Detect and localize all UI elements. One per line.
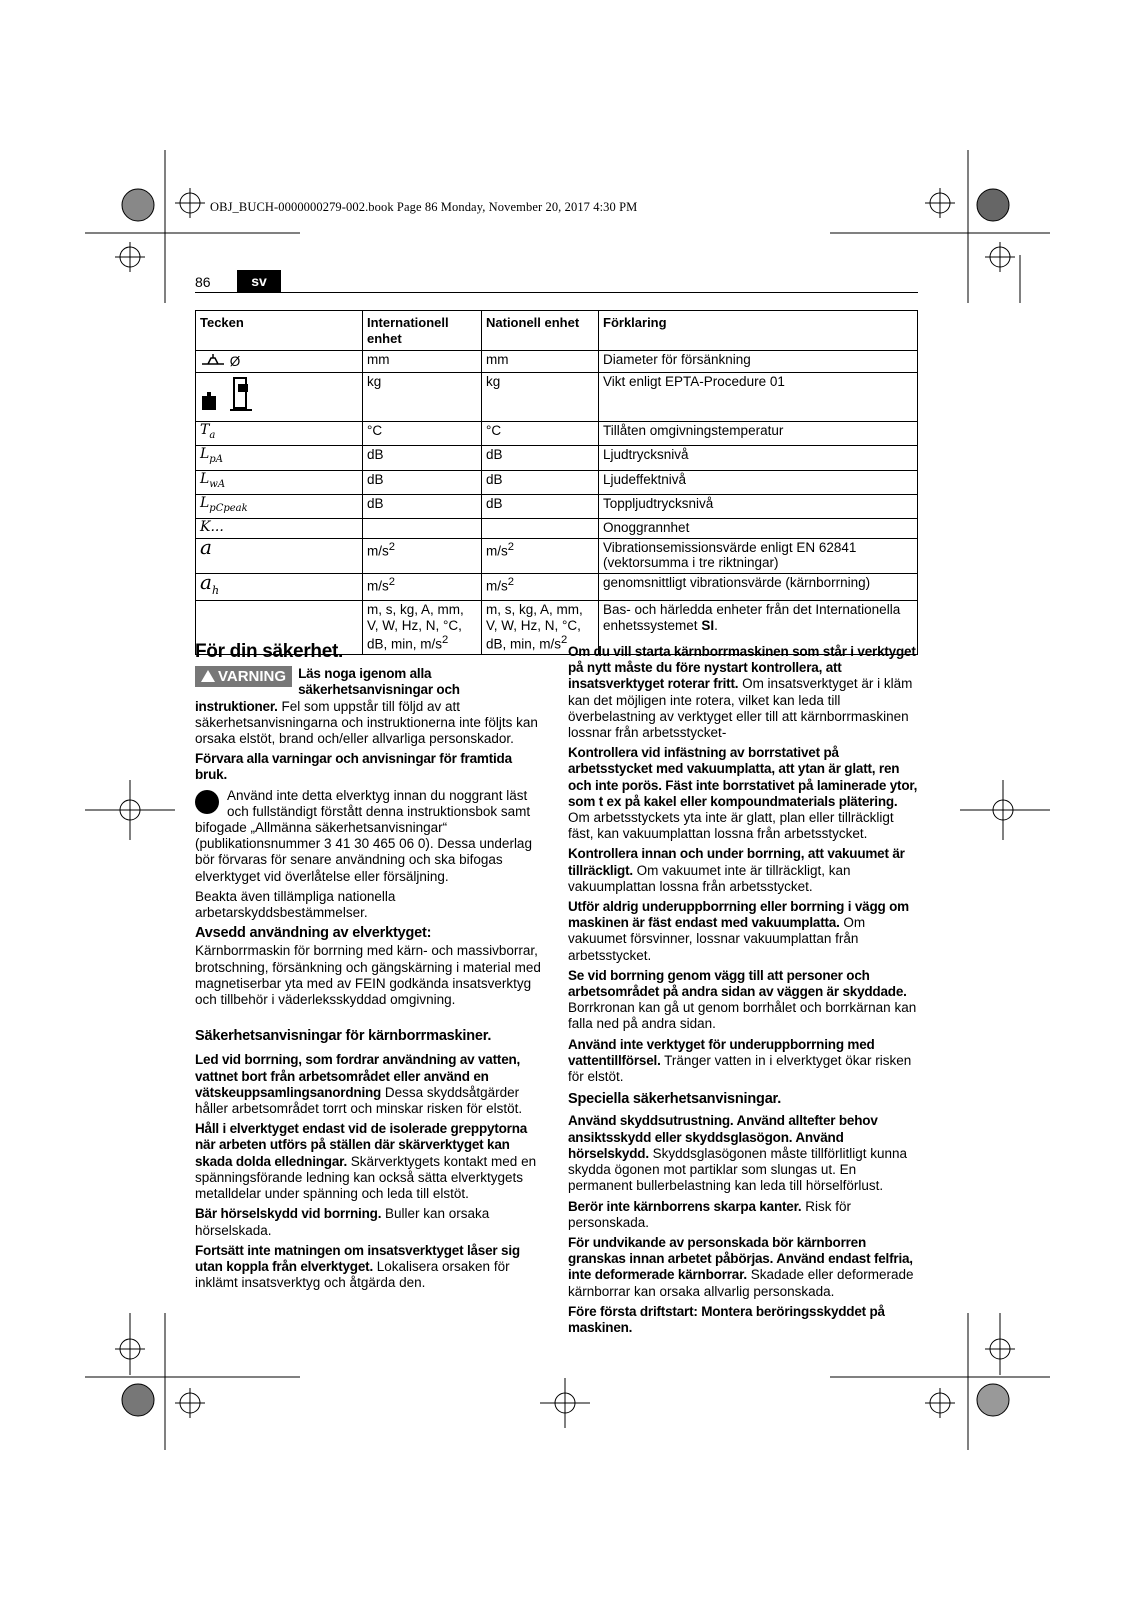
safety-title: Säkerhetsanvisningar för kärnborrmaskiner.: [195, 1028, 492, 1045]
intended-use-title: Avsedd användning av elverktyget:: [195, 925, 432, 942]
warning-paragraph: VARNING Läs noga igenom alla säkerhetsanvisningar och instruktioner. Fel som uppstår till följd av att säkerhetsanvisningarna och instruktionerna inte följts kan orsaka elstöt, brand och/eller allvarliga personskador.: [195, 666, 538, 747]
safety-paragraph: Led vid borrning, som fordrar användning av vatten, vattnet bort från arbetsområdet eller använd en vätskeuppsamlingsanordning Dessa skyddsåtgärder håller arbetsområdet torrt och minskar risken för elstöt.: [195, 1052, 523, 1117]
safety-paragraph: Kontrollera innan och under borrning, att vakuumet är tillräckligt. Om vakuumet inte är tillräckligt, kan vakuumplattan lossna från arbetsstycket.: [568, 846, 905, 894]
table-header-row: [196, 311, 918, 351]
table-row: $L_{pCpeak}$ dB dB Toppljudtrycksnivå: [196, 494, 918, 518]
table-row: K... Onoggrannhet: [196, 519, 918, 539]
table-row: $L_{wA}$ dB dB Ljudeffektnivå: [196, 470, 918, 494]
warning-badge: VARNING: [195, 666, 292, 687]
table-row: $T_a$ °C °C Tillåten omgivningstemperatur: [196, 422, 918, 446]
section-title: För din säkerhet.: [195, 641, 343, 662]
intended-use-text: Kärnborrmaskin för borrning med kärn- och massivborrar, brotschning, försänkning och gängskärning i material med magnetiserbar yta med av FEIN godkända insatsverktyg och tillbehör i väderleksskyddad omgivning.: [195, 943, 541, 1008]
table-row: $a_h$ $m/s^2$ $m/s^2$ genomsnittligt vibrationsvärde (kärnborrning): [196, 573, 918, 601]
manual-paragraph: Använd inte detta elverktyg innan du noggrant läst och fullständigt förstått denna instruktionsbok samt bifogade „Allmänna säkerhetsanvisningar“ (publikationsnummer 3 41 30 465 06 0). Dessa underlag bör förvaras för senare användning och ska bifogas elverktyget vid överlåtelse eller försäljning.: [195, 787, 532, 884]
page-number: 86: [195, 274, 211, 290]
safety-paragraph: Använd inte verktyget för underuppborrning med vattentillförsel. Tränger vatten in i elverktyget ökar risken för elstöt.: [568, 1036, 912, 1085]
right-column: [568, 644, 918, 1340]
table-row: a $m/s^2$ $m/s^2$ Vibrationsemissionsvärde enligt EN 62841 (vektorsumma i tre riktningar): [196, 538, 918, 573]
safety-paragraph: Fortsätt inte matningen om insatsverktyget låser sig utan koppla från elverktyget. Lokalisera orsaken för inklämt insatsverktyg och åtgärda den.: [195, 1242, 520, 1291]
safety-paragraph: För undvikande av personskada bör kärnborren granskas innan arbetet påbörjas. Använd endast felfria, inte deformerade kärnborrar. Skadade eller deformerade kärnborrar kan orsaka allvarlig personskada.: [568, 1234, 914, 1299]
table-row: m, s, kg, A, mm, V, W, Hz, N, °C, dB, min, $m/s^2$ m, s, kg, A, mm, V, W, Hz, N, °C, dB, min, $m/s^2$ Bas- och härledda enheter från det Internationella enhetssystemet SI.: [196, 601, 918, 655]
national-paragraph: Beakta även tillämpliga nationella arbetarskyddsbestämmelser.: [195, 888, 396, 921]
safety-paragraph: Utför aldrig underuppborrning eller borrning i vägg om maskinen är fäst endast med vakuumplatta. Om vakuumet försvinner, lossnar vakuumplattan från arbetsstycket.: [568, 899, 909, 963]
safety-paragraph: Bär hörselskydd vid borrning. Buller kan orsaka hörselskada.: [195, 1206, 490, 1238]
safety-paragraph: Håll i elverktyget endast vid de isolerade greppytorna när arbeten utförs på ställen där skärverktyget kan skada dolda elledningar. Skärverktygets kontakt med en spänningsförande ledning kan också sätta elverktygets metalldelar under spänning och leda till elstöt.: [195, 1121, 537, 1202]
safety-paragraph: Använd skyddsutrustning. Använd alltefter behov ansiktsskydd eller skyddsglasögon. Använd hörselskydd. Skyddsglasögonen måste tillförlitligt kunna skydda ögonen mot partiklar som slungas ut. En permanent bullerbelastning kan leda till hörselförlust.: [568, 1113, 908, 1194]
safety-paragraph: Om du vill starta kärnborrmaskinen som står i verktyget på nytt måste du före nystart kontrollera, att insatsverktyget roterar fritt. Om insatsverktyget är i kläm kan det möjligen inte rotera, vilket kan leda till överbelastning av verktyget eller till att kärnborrmaskinen lossnar från arbetsstycket-: [568, 644, 916, 741]
table-header: Förklaring: [599, 311, 918, 351]
table-row: Ø mm mm Diameter för försänkning: [196, 351, 918, 373]
table-header: Nationell enhet: [482, 311, 599, 351]
special-safety-title: Speciella säkerhetsanvisningar.: [568, 1091, 782, 1108]
table-header: Internationell enhet: [363, 311, 482, 351]
symbol-table: [195, 310, 918, 655]
read-manual-icon: [195, 790, 219, 814]
safety-paragraph: Före första driftstart: Montera beröringsskyddet på maskinen.: [568, 1303, 885, 1335]
warning-triangle-icon: [201, 670, 215, 682]
left-column: [195, 641, 545, 1295]
file-info: OBJ_BUCH-0000000279-002.book Page 86 Monday, November 20, 2017 4:30 PM: [210, 200, 638, 214]
table-header: Tecken: [196, 311, 363, 351]
countersink-icon: [200, 354, 226, 369]
keep-instructions: Förvara alla varningar och anvisningar för framtida bruk.: [195, 751, 512, 783]
safety-paragraph: Se vid borrning genom vägg till att personer och arbetsområdet på andra sidan av väggen är skyddade. Borrkronan kan gå ut genom borrhålet och borrkärnan kan falla ned på andra sidan.: [568, 967, 917, 1032]
weight-drill-icon: [200, 404, 260, 419]
safety-paragraph: Berör inte kärnborrens skarpa kanter. Risk för personskada.: [568, 1198, 851, 1230]
table-row: kg kg Vikt enligt EPTA-Procedure 01: [196, 372, 918, 422]
table-row: $L_{pA}$ dB dB Ljudtrycksnivå: [196, 446, 918, 470]
header-rule: [195, 292, 918, 293]
language-tag: sv: [237, 270, 281, 292]
safety-paragraph: Kontrollera vid infästning av borrstativet på arbetsstycket med vakuumplatta, att ytan är glatt, ren och inte porös. Fäst inte borrstativet på laminerade ytor, som t ex på kakel eller kompoundmaterials plätering. Om arbetsstyckets yta inte är glatt, plan eller tillräckligt fäst, kan vakuumplattan lossna från arbetsstycket.: [568, 745, 918, 842]
